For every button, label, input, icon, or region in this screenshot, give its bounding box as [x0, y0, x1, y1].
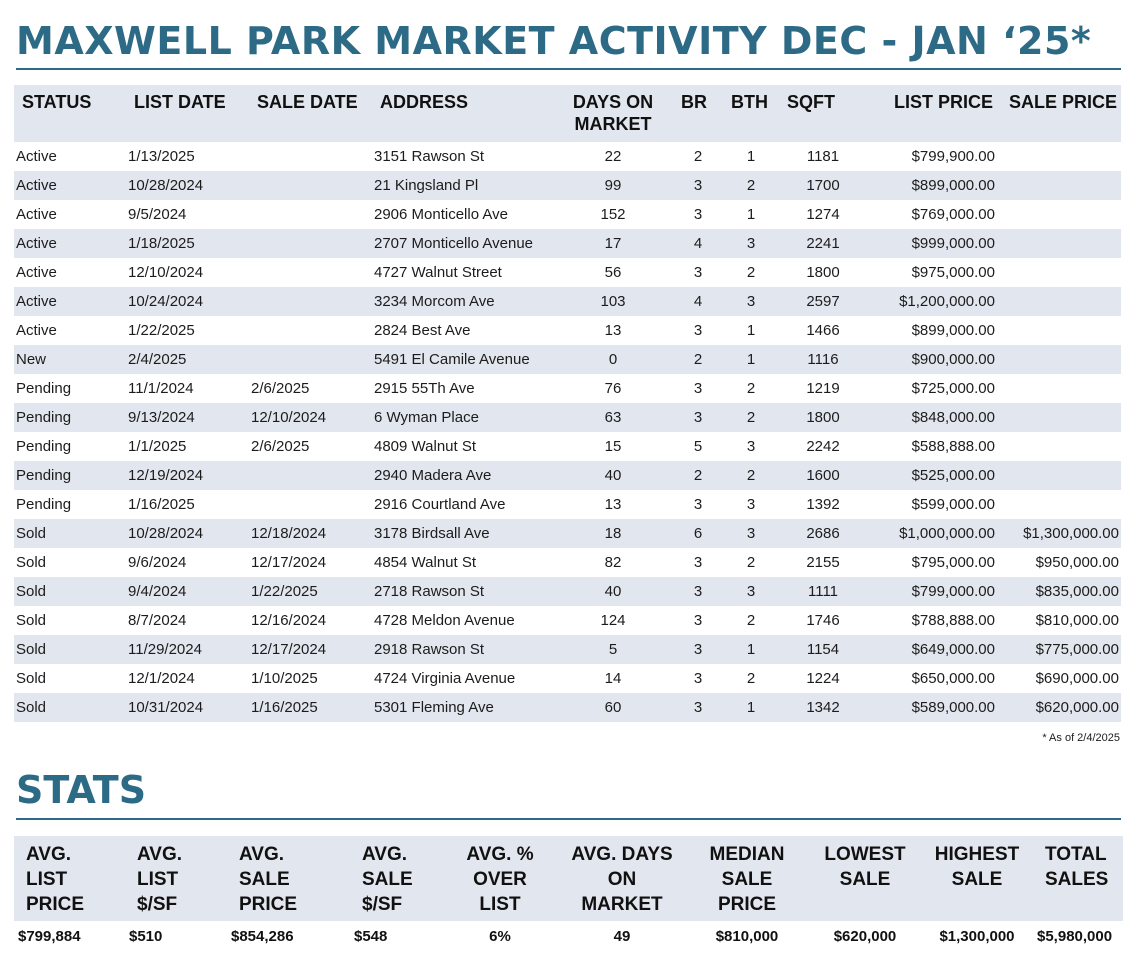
cell-sqft: 2241: [779, 229, 867, 258]
cell-sqft: 1392: [806, 496, 840, 513]
cell-status: Active: [16, 206, 57, 223]
cell-sale-date: [249, 142, 372, 171]
cell-sale-price: $950,000.00: [1035, 554, 1119, 571]
cell-list-date: 8/7/2024: [128, 612, 187, 629]
cell-days-on-market: 56: [604, 264, 622, 281]
cell-address: 21 Kingsland Pl: [372, 171, 553, 200]
cell-bth: 1: [746, 322, 756, 339]
cell-bth: 1: [723, 635, 779, 664]
stat-label-line: TOTAL: [1045, 844, 1107, 865]
stat-label-line: $/SF: [362, 894, 403, 915]
cell-sale-date: 12/18/2024: [249, 519, 372, 548]
stat-value-avg-list-psf: $510: [129, 927, 163, 945]
cell-status: New: [14, 345, 126, 374]
cell-br: 3: [673, 403, 723, 432]
stat-label-line: AVG.: [239, 844, 285, 865]
cell-list-date: 9/5/2024: [128, 206, 187, 223]
stat-label-line: MARKET: [581, 894, 663, 915]
cell-br: 2: [673, 461, 723, 490]
cell-list-price: $769,000.00: [911, 206, 995, 223]
stat-label-line: SALE: [839, 869, 891, 890]
cell-sale-date: 1/16/2025: [249, 693, 372, 722]
cell-br: 3: [693, 670, 703, 687]
cell-sale-price: [997, 200, 1121, 229]
stat-value-total-sales: $5,980,000: [1037, 927, 1113, 945]
cell-list-price: $725,000.00: [911, 380, 995, 397]
cell-sale-price: $690,000.00: [1035, 670, 1119, 687]
table-row: [14, 316, 1121, 345]
cell-address: 3234 Morcom Ave: [372, 287, 553, 316]
stat-label-line: PRICE: [717, 894, 777, 915]
cell-sqft: 2242: [806, 438, 840, 455]
cell-sale-date: [249, 461, 372, 490]
cell-list-price: $799,000.00: [867, 577, 997, 606]
cell-bth: 3: [723, 287, 779, 316]
cell-status: Pending: [16, 438, 72, 455]
cell-status: Active: [14, 171, 126, 200]
cell-days-on-market: 13: [604, 496, 622, 513]
cell-list-price: $975,000.00: [911, 264, 995, 281]
stat-value-avg-sale-price: $854,286: [231, 927, 294, 945]
table-row: [14, 258, 1121, 287]
cell-list-price: $900,000.00: [867, 345, 997, 374]
cell-bth: 2: [746, 670, 756, 687]
cell-status: Active: [16, 322, 57, 339]
cell-br: 3: [693, 612, 703, 629]
stat-label-line: SALES: [1045, 869, 1109, 890]
stats-value-row: [14, 921, 1123, 951]
cell-br: 3: [673, 577, 723, 606]
cell-list-date: 12/10/2024: [128, 264, 204, 281]
cell-sale-date: 12/16/2024: [251, 612, 327, 629]
cell-sale-price: $1,300,000.00: [997, 519, 1121, 548]
header-bth: BTH: [723, 85, 779, 142]
cell-bth: 1: [723, 693, 779, 722]
cell-list-price: $589,000.00: [867, 693, 997, 722]
cell-sqft: 1116: [779, 345, 867, 374]
stat-value-avg-pct-over-list: 6%: [489, 927, 511, 945]
cell-sqft: 1219: [806, 380, 840, 397]
table-row: [14, 171, 1121, 200]
cell-br: 2: [693, 148, 703, 165]
cell-list-price: $795,000.00: [911, 554, 995, 571]
cell-bth: 2: [746, 554, 756, 571]
stat-label-line: $/SF: [137, 894, 178, 915]
cell-list-price: $649,000.00: [867, 635, 997, 664]
cell-sqft: 1800: [806, 264, 840, 281]
table-row: [14, 577, 1121, 606]
cell-sqft: 1746: [806, 612, 840, 629]
stat-label-highest-sale: [921, 836, 1033, 921]
cell-status: Active: [16, 264, 57, 281]
table-row: [14, 664, 1121, 693]
cell-br: 6: [673, 519, 723, 548]
title-divider: [16, 68, 1121, 70]
stat-label-avg-sale-price: [227, 836, 350, 921]
cell-sqft: 2686: [779, 519, 867, 548]
header-sale-price: SALE PRICE: [997, 85, 1121, 142]
cell-address: 3151 Rawson St: [374, 148, 485, 165]
cell-bth: 1: [746, 148, 756, 165]
cell-sale-date: [249, 490, 372, 519]
stat-label-avg-sale-psf: [350, 836, 441, 921]
stat-label-avg-pct-over-list: [441, 836, 559, 921]
cell-sale-date: 12/10/2024: [249, 403, 372, 432]
cell-address: 3178 Birdsall Ave: [372, 519, 553, 548]
stat-label-total-sales: [1033, 836, 1123, 921]
cell-sqft: 1466: [806, 322, 840, 339]
cell-days-on-market: 5: [553, 635, 673, 664]
cell-sale-date: 2/6/2025: [251, 380, 310, 397]
cell-sale-date: 12/17/2024: [251, 554, 327, 571]
cell-br: 3: [693, 206, 703, 223]
cell-bth: 2: [746, 264, 756, 281]
cell-br: 3: [693, 496, 703, 513]
stat-label-line: LIST: [137, 869, 179, 890]
stat-value-avg-sale-psf: $548: [354, 927, 388, 945]
cell-days-on-market: 18: [553, 519, 673, 548]
cell-address: 4809 Walnut St: [374, 438, 477, 455]
cell-sale-price: [997, 229, 1121, 258]
stat-label-line: SALE: [951, 869, 1003, 890]
table-row: [14, 229, 1121, 258]
stat-label-line: PRICE: [26, 894, 85, 915]
table-row: [14, 432, 1121, 461]
header-sale-date: SALE DATE: [249, 85, 372, 142]
cell-address: 2940 Madera Ave: [372, 461, 553, 490]
cell-sale-price: $810,000.00: [1035, 612, 1119, 629]
cell-bth: 3: [746, 496, 756, 513]
stat-value-avg-days-on-market: 49: [613, 927, 631, 945]
cell-sqft: 1342: [779, 693, 867, 722]
stat-label-line: LOWEST: [824, 844, 906, 865]
as-of-footnote: * As of 2/4/2025: [1042, 732, 1120, 744]
cell-list-price: $899,000.00: [867, 171, 997, 200]
cell-address: 2918 Rawson St: [372, 635, 553, 664]
cell-sqft: 2597: [779, 287, 867, 316]
stat-label-line: LIST: [479, 894, 521, 915]
table-header-row: [14, 85, 1121, 142]
cell-list-date: 9/4/2024: [126, 577, 249, 606]
cell-sale-date: 1/22/2025: [249, 577, 372, 606]
table-row: [14, 693, 1121, 722]
header-status: STATUS: [14, 85, 126, 142]
cell-bth: 1: [746, 206, 756, 223]
cell-days-on-market: 40: [553, 577, 673, 606]
cell-status: Sold: [14, 693, 126, 722]
cell-sqft: 1224: [806, 670, 840, 687]
stats-title: STATS: [16, 768, 147, 812]
cell-status: Pending: [16, 380, 72, 397]
cell-sale-price: [997, 432, 1121, 461]
stat-label-line: LIST: [26, 869, 68, 890]
cell-list-date: 10/28/2024: [126, 171, 249, 200]
cell-list-date: 12/1/2024: [128, 670, 195, 687]
stat-label-line: AVG.: [26, 844, 72, 865]
cell-list-date: 10/31/2024: [126, 693, 249, 722]
cell-bth: 3: [723, 519, 779, 548]
cell-bth: 2: [723, 461, 779, 490]
table-row: [14, 345, 1121, 374]
cell-days-on-market: 17: [553, 229, 673, 258]
cell-address: 2707 Monticello Avenue: [372, 229, 553, 258]
cell-status: Pending: [16, 496, 72, 513]
table-row: [14, 606, 1121, 635]
cell-days-on-market: 99: [553, 171, 673, 200]
header-br: BR: [673, 85, 723, 142]
market-activity-table: [14, 85, 1121, 722]
cell-br: 3: [673, 693, 723, 722]
stat-label-line: SALE: [721, 869, 773, 890]
stat-label-line: AVG. %: [466, 844, 534, 865]
stat-label-line: SALE: [239, 869, 290, 890]
cell-list-price: $525,000.00: [867, 461, 997, 490]
cell-br: 5: [693, 438, 703, 455]
cell-days-on-market: 14: [604, 670, 622, 687]
cell-list-date: 1/13/2025: [128, 148, 195, 165]
cell-address: 2824 Best Ave: [374, 322, 471, 339]
table-row: [14, 287, 1121, 316]
stat-value-lowest-sale: $620,000: [833, 927, 897, 945]
cell-br: 4: [673, 287, 723, 316]
cell-bth: 2: [723, 403, 779, 432]
cell-sale-date: [249, 200, 372, 229]
cell-bth: 3: [746, 438, 756, 455]
cell-list-date: 12/19/2024: [126, 461, 249, 490]
table-row: [14, 519, 1121, 548]
cell-status: Sold: [16, 612, 47, 629]
header-address: ADDRESS: [372, 85, 553, 142]
cell-sale-date: [249, 345, 372, 374]
cell-status: Sold: [16, 670, 47, 687]
cell-sqft: 1181: [806, 148, 840, 165]
cell-address: 2915 55Th Ave: [374, 380, 475, 397]
header-sqft: SQFT: [779, 85, 867, 142]
cell-sale-price: [997, 287, 1121, 316]
table-row: [14, 403, 1121, 432]
stat-value-median-sale-price: $810,000: [715, 927, 779, 945]
cell-list-date: 10/24/2024: [126, 287, 249, 316]
stats-header-row: [14, 836, 1123, 921]
stat-value-avg-list-price: $799,884: [18, 927, 81, 945]
stats-table: [14, 836, 1123, 951]
cell-sqft: 1600: [779, 461, 867, 490]
table-row: [14, 490, 1121, 519]
cell-sqft: 1154: [779, 635, 867, 664]
cell-list-date: 1/16/2025: [128, 496, 195, 513]
cell-list-price: $588,888.00: [911, 438, 995, 455]
cell-list-date: 9/13/2024: [126, 403, 249, 432]
cell-days-on-market: 13: [604, 322, 622, 339]
cell-address: 4854 Walnut St: [374, 554, 477, 571]
cell-status: Active: [16, 148, 57, 165]
cell-days-on-market: 76: [604, 380, 622, 397]
cell-list-date: 10/28/2024: [126, 519, 249, 548]
cell-address: 6 Wyman Place: [372, 403, 553, 432]
cell-bth: 2: [746, 612, 756, 629]
cell-list-price: $799,900.00: [911, 148, 995, 165]
cell-list-price: $1,000,000.00: [867, 519, 997, 548]
cell-bth: 2: [723, 171, 779, 200]
cell-status: Sold: [14, 519, 126, 548]
cell-address: 4724 Virginia Avenue: [374, 670, 516, 687]
cell-sale-date: 1/10/2025: [251, 670, 318, 687]
cell-sale-date: [249, 171, 372, 200]
cell-sale-price: $620,000.00: [997, 693, 1121, 722]
cell-sqft: 2155: [806, 554, 840, 571]
cell-status: Pending: [14, 461, 126, 490]
cell-sale-date: [249, 258, 372, 287]
cell-br: 3: [693, 554, 703, 571]
table-row: [14, 200, 1121, 229]
cell-days-on-market: 152: [600, 206, 626, 223]
cell-bth: 1: [723, 345, 779, 374]
stat-label-lowest-sale: [809, 836, 921, 921]
cell-list-price: $788,888.00: [911, 612, 995, 629]
cell-sale-price: [997, 316, 1121, 345]
cell-sale-price: [997, 374, 1121, 403]
header-days-line2: MARKET: [574, 114, 652, 134]
cell-bth: 3: [723, 577, 779, 606]
table-row: [14, 548, 1121, 577]
stat-label-median-sale-price: [685, 836, 809, 921]
cell-status: Pending: [14, 403, 126, 432]
stat-label-line: MEDIAN: [709, 844, 785, 865]
table-row: [14, 142, 1121, 171]
stat-label-line: ON: [607, 869, 637, 890]
cell-address: 5491 El Camile Avenue: [372, 345, 553, 374]
cell-sale-price: $775,000.00: [997, 635, 1121, 664]
header-days-on-market: [553, 85, 673, 142]
cell-sale-price: [997, 403, 1121, 432]
cell-list-price: $650,000.00: [911, 670, 995, 687]
cell-list-price: $848,000.00: [867, 403, 997, 432]
cell-list-price: $1,200,000.00: [867, 287, 997, 316]
cell-bth: 3: [723, 229, 779, 258]
cell-sqft: 1274: [806, 206, 840, 223]
cell-br: 3: [693, 264, 703, 281]
cell-sale-date: 2/6/2025: [251, 438, 310, 455]
cell-status: Active: [14, 229, 126, 258]
stat-label-line: AVG.: [362, 844, 408, 865]
page-title: MAXWELL PARK MARKET ACTIVITY DEC - JAN ‘25*: [16, 19, 1092, 63]
cell-sale-price: [997, 490, 1121, 519]
cell-sale-date: [249, 287, 372, 316]
cell-sqft: 1700: [779, 171, 867, 200]
cell-br: 3: [673, 171, 723, 200]
cell-list-date: 11/1/2024: [128, 380, 194, 397]
cell-sale-price: [997, 258, 1121, 287]
cell-days-on-market: 40: [553, 461, 673, 490]
cell-sale-price: [997, 142, 1121, 171]
cell-list-date: 9/6/2024: [128, 554, 187, 571]
cell-address: 5301 Fleming Ave: [372, 693, 553, 722]
cell-address: 4727 Walnut Street: [374, 264, 502, 281]
cell-sale-date: 12/17/2024: [249, 635, 372, 664]
cell-days-on-market: 103: [553, 287, 673, 316]
cell-days-on-market: 0: [553, 345, 673, 374]
cell-sqft: 1111: [779, 577, 867, 606]
cell-list-date: 1/1/2025: [128, 438, 187, 455]
cell-list-date: 1/22/2025: [128, 322, 195, 339]
cell-days-on-market: 82: [604, 554, 622, 571]
cell-br: 3: [673, 635, 723, 664]
cell-days-on-market: 60: [553, 693, 673, 722]
cell-address: 2718 Rawson St: [372, 577, 553, 606]
stat-label-line: AVG.: [137, 844, 183, 865]
stat-value-highest-sale: $1,300,000: [939, 927, 1015, 945]
cell-list-price: $899,000.00: [911, 322, 995, 339]
cell-address: 2906 Monticello Ave: [374, 206, 508, 223]
cell-sale-date: [249, 316, 372, 345]
cell-br: 3: [693, 380, 703, 397]
cell-br: 2: [673, 345, 723, 374]
cell-sqft: 1800: [779, 403, 867, 432]
stat-label-avg-days-on-market: [559, 836, 685, 921]
cell-br: 3: [693, 322, 703, 339]
cell-sale-price: [997, 171, 1121, 200]
cell-list-date: 1/18/2025: [126, 229, 249, 258]
cell-sale-price: [997, 461, 1121, 490]
cell-sale-price: [997, 345, 1121, 374]
stat-label-line: OVER: [473, 869, 527, 890]
stat-label-avg-list-psf: [125, 836, 227, 921]
stat-label-line: HIGHEST: [934, 844, 1020, 865]
cell-status: Active: [14, 287, 126, 316]
table-row: [14, 635, 1121, 664]
cell-br: 4: [673, 229, 723, 258]
cell-list-price: $999,000.00: [867, 229, 997, 258]
cell-status: Sold: [14, 635, 126, 664]
cell-days-on-market: 124: [600, 612, 626, 629]
cell-days-on-market: 22: [604, 148, 622, 165]
cell-list-date: 2/4/2025: [126, 345, 249, 374]
stat-label-line: SALE: [362, 869, 413, 890]
cell-list-price: $599,000.00: [911, 496, 995, 513]
cell-days-on-market: 15: [604, 438, 622, 455]
stat-label-avg-list-price: [14, 836, 125, 921]
cell-address: 4728 Meldon Avenue: [374, 612, 515, 629]
table-body: [14, 142, 1121, 722]
stat-label-line: PRICE: [239, 894, 298, 915]
cell-status: Sold: [14, 577, 126, 606]
cell-list-date: 11/29/2024: [126, 635, 249, 664]
cell-bth: 2: [746, 380, 756, 397]
stats-divider: [16, 818, 1121, 820]
cell-days-on-market: 63: [553, 403, 673, 432]
table-row: [14, 461, 1121, 490]
header-days-line1: DAYS ON: [572, 92, 654, 112]
table-row: [14, 374, 1121, 403]
cell-sale-date: [249, 229, 372, 258]
cell-address: 2916 Courtland Ave: [374, 496, 506, 513]
cell-sale-price: $835,000.00: [997, 577, 1121, 606]
header-list-price: LIST PRICE: [867, 85, 997, 142]
stat-label-line: AVG. DAYS: [571, 844, 673, 865]
cell-status: Sold: [16, 554, 47, 571]
header-list-date: LIST DATE: [126, 85, 249, 142]
